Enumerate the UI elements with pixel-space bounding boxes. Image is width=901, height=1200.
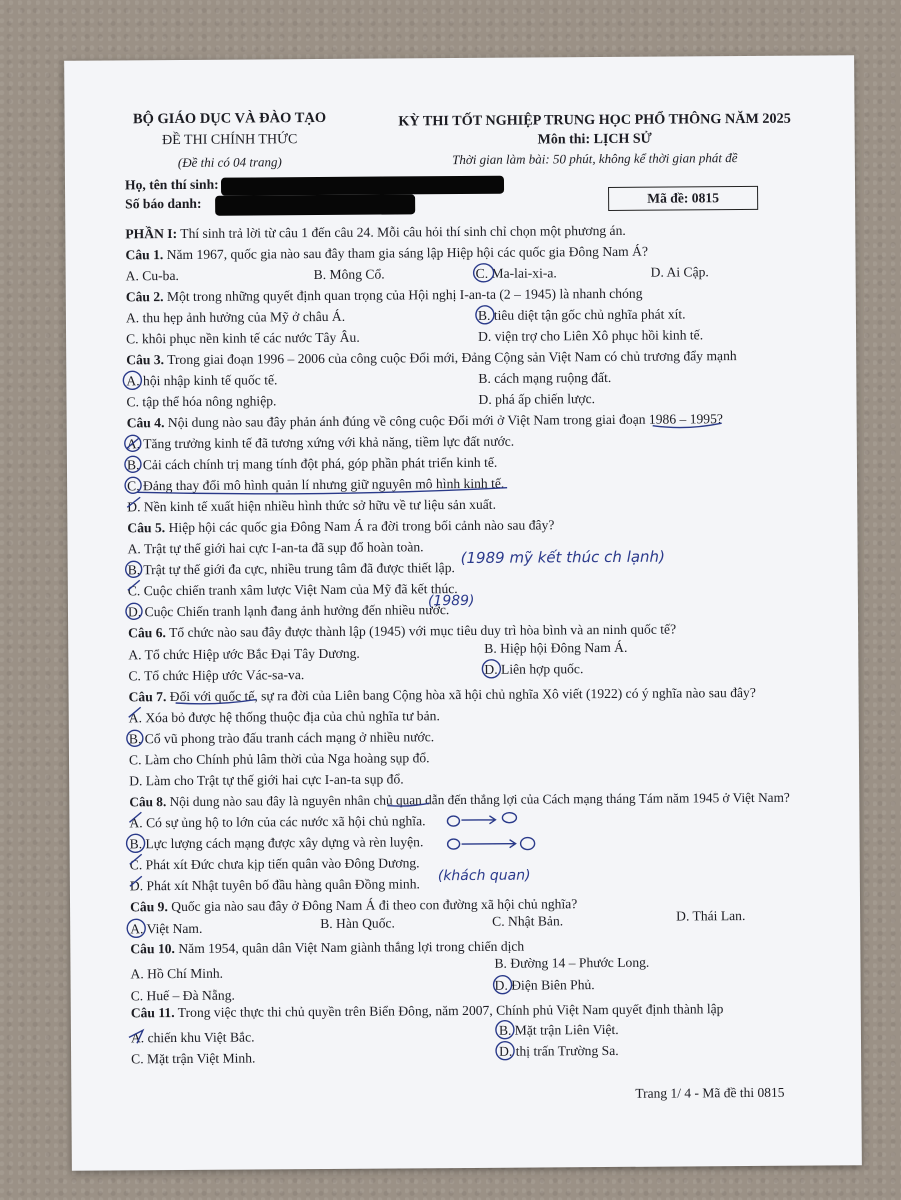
q3-option-b: B. cách mạng ruộng đất. — [478, 369, 612, 386]
question-text: Hiệp hội các quốc gia Đông Nam Á ra đời trong bối cảnh nào sau đây? — [165, 517, 555, 536]
q10-option-b: B. Đường 14 – Phước Long. — [494, 954, 650, 971]
q11-option-c: C. Mặt trận Việt Minh. — [131, 1050, 256, 1067]
q9-option-b: B. Hàn Quốc. — [320, 915, 395, 932]
redacted-id — [215, 194, 415, 215]
time-note: Thời gian làm bài: 50 phút, không kể thời gian phát đề — [452, 150, 738, 168]
doodle-circle — [521, 838, 535, 850]
question-text: Nội dung nào sau đây phản ánh đúng về công cuộc Đổi mới ở Việt Nam trong giai đoạn 1986 – 1995? — [164, 411, 723, 431]
question-text: Đối với quốc tế, sự ra đời của Liên bang Cộng hòa xã hội chủ nghĩa Xô viết (1922) có ý nghĩa nào sau đây? — [166, 684, 756, 705]
q5-option-b: B. Trật tự thế giới đa cực, nhiều trung tâm đã được thiết lập. — [127, 560, 455, 578]
q1-option-d: D. Ai Cập. — [650, 264, 709, 280]
question-4 — [127, 412, 723, 430]
question-1 — [125, 245, 648, 262]
exam-page — [64, 55, 862, 1170]
q4-option-c: C. Đảng thay đổi mô hình quản lí nhưng giữ nguyên mô hình kinh tế. — [127, 475, 505, 494]
handwritten-note-q5b: (1989 mỹ kết thúc ch lạnh) — [460, 547, 665, 568]
question-number: Câu 5. — [127, 520, 166, 536]
question-text: Trong giai đoạn 1996 – 2006 của công cuộc Đổi mới, Đảng Cộng sản Việt Nam có chủ trương đẩy mạnh — [163, 348, 737, 368]
question-number: Câu 4. — [126, 415, 165, 431]
candidate-id-label: Số báo danh: — [125, 195, 202, 212]
q9-option-c: C. Nhật Bản. — [492, 913, 564, 929]
candidate-name-label: Họ, tên thí sinh: — [124, 176, 219, 193]
doodle-circle — [448, 839, 460, 849]
q8-option-d: D. Phát xít Nhật tuyên bố đầu hàng quân Đồng minh. — [129, 876, 420, 894]
doodle-arrow — [462, 840, 516, 848]
question-9 — [130, 897, 577, 914]
q11-option-b: B. Mặt trận Liên Việt. — [498, 1021, 619, 1038]
q3-option-d: D. phá ấp chiến lược. — [478, 391, 596, 407]
q2-option-c: C. khôi phục nền kinh tế các nước Tây Âu. — [126, 329, 360, 347]
q6-option-a: A. Tổ chức Hiệp ước Bắc Đại Tây Dương. — [128, 645, 360, 663]
q4-option-b: B. Cải cách chính trị mang tính đột phá, góp phần phát triển kinh tế. — [126, 454, 498, 473]
q11-option-d: D. thị trấn Trường Sa. — [499, 1042, 619, 1059]
q7-option-a: A. Xóa bỏ được hệ thống thuộc địa của chủ nghĩa tư bản. — [128, 708, 440, 726]
question-number: Câu 2. — [125, 289, 164, 305]
doodle-arrow — [461, 816, 495, 824]
question-6 — [128, 623, 676, 640]
q8-option-a: A. Có sự ủng hộ to lớn của các nước xã hội chủ nghĩa. — [129, 813, 426, 831]
q5-option-d: D. Cuộc Chiến tranh lạnh đang ảnh hưởng đến nhiều nước. — [127, 602, 450, 620]
q5-option-c: C. Cuộc chiến tranh xâm lược Việt Nam của Mỹ đã kết thúc. — [127, 581, 458, 599]
q4-option-a: A. Tăng trưởng kinh tế đã tương xứng với khả năng, tiềm lực đất nước. — [126, 433, 515, 452]
official-exam-label: ĐỀ THI CHÍNH THỨC — [162, 132, 298, 149]
q9-option-a: A. Việt Nam. — [130, 920, 203, 937]
q7-option-c: C. Làm cho Chính phủ lâm thời của Nga hoàng sụp đổ. — [128, 750, 430, 768]
question-text: Năm 1967, quốc gia nào sau đây tham gia sáng lập Hiệp hội các quốc gia Đông Nam Á? — [163, 243, 649, 263]
q8-option-c: C. Phát xít Đức chưa kịp tiến quân vào Đông Dương. — [129, 855, 420, 873]
ministry-name: BỘ GIÁO DỤC VÀ ĐÀO TẠO — [132, 109, 327, 128]
question-5 — [127, 518, 554, 535]
question-number: Câu 11. — [130, 1005, 175, 1021]
q10-option-a: A. Hồ Chí Minh. — [130, 965, 224, 982]
q3-option-a: A. hội nhập kinh tế quốc tế. — [126, 372, 278, 389]
q2-option-b: B. tiêu diệt tận gốc chủ nghĩa phát xít. — [477, 306, 686, 323]
question-text: Quốc gia nào sau đây ở Đông Nam Á đi theo con đường xã hội chủ nghĩa? — [167, 896, 578, 915]
exam-code-box — [608, 186, 758, 211]
question-2 — [126, 287, 643, 304]
question-number: Câu 7. — [128, 689, 167, 705]
q1-option-b: B. Mông Cổ. — [313, 266, 385, 283]
question-text: Một trong những quyết định quan trọng của Hội nghị I-an-ta (2 – 1945) là nhanh chóng — [163, 285, 643, 305]
q5-option-a: A. Trật tự thế giới hai cực I-an-ta đã sụp đổ hoàn toàn. — [127, 539, 424, 557]
q2-option-a: A. thu hẹp ảnh hưởng của Mỹ ở châu Á. — [125, 308, 346, 326]
question-10 — [130, 940, 524, 956]
question-text: Tổ chức nào sau đây được thành lập (1945) với mục tiêu duy trì hòa bình và an ninh quốc tế? — [165, 621, 677, 641]
q2-option-d: D. viện trợ cho Liên Xô phục hồi kinh tế. — [478, 327, 704, 344]
part1-text: Thí sinh trả lời từ câu 1 đến câu 24. Mỗi câu hỏi thí sinh chỉ chọn một phương án. — [177, 222, 626, 241]
question-number: Câu 1. — [125, 247, 164, 263]
q6-option-b: B. Hiệp hội Đông Nam Á. — [484, 639, 628, 656]
question-11 — [131, 1002, 724, 1020]
q6-option-d: D. Liên hợp quốc. — [484, 661, 584, 677]
redacted-name — [221, 176, 504, 196]
q7-option-d: D. Làm cho Trật tự thế giới hai cực I-an-ta sụp đổ. — [129, 771, 404, 789]
exam-code: Mã đề: 0815 — [647, 190, 720, 206]
part1-label: PHẦN I: — [125, 225, 178, 242]
question-text: Nội dung nào sau đây là nguyên nhân chủ quan dẫn đến thắng lợi của Cách mạng tháng Tám năm 1945 ở Việt Nam? — [166, 789, 790, 810]
pages-note: (Đề thi có 04 trang) — [177, 154, 282, 170]
question-number: Câu 8. — [129, 794, 167, 810]
question-number: Câu 9. — [129, 899, 168, 915]
q10-option-c: C. Huế – Đà Nẵng. — [130, 987, 235, 1004]
question-7 — [129, 686, 756, 704]
question-number: Câu 10. — [130, 941, 175, 957]
subject: Môn thi: LỊCH SỬ — [537, 131, 652, 148]
q7-option-b: B. Cổ vũ phong trào đấu tranh cách mạng ở nhiều nước. — [128, 729, 435, 747]
question-3 — [126, 349, 737, 367]
q8-option-b: B. Lực lượng cách mạng được xây dựng và rèn luyện. — [129, 834, 424, 852]
q1-option-a: A. Cu-ba. — [125, 267, 179, 284]
q9-option-d: D. Thái Lan. — [676, 908, 746, 924]
question-number: Câu 6. — [128, 625, 166, 641]
part1-instruction — [125, 224, 626, 241]
doodle-circle — [447, 816, 459, 826]
question-text: Trong việc thực thi chủ quyền trên Biển Đông, năm 2007, Chính phủ Việt Nam quyết định thành lập — [174, 1001, 724, 1021]
exam-title: KỲ THI TỐT NGHIỆP TRUNG HỌC PHỔ THÔNG NĂM 2025 — [398, 110, 791, 130]
question-text: Năm 1954, quân dân Việt Nam giành thắng lợi trong chiến dịch — [174, 938, 525, 957]
doodle-circle — [502, 813, 516, 823]
question-number: Câu 3. — [126, 352, 165, 368]
q11-option-a: A. chiến khu Việt Bắc. — [130, 1029, 255, 1046]
handwritten-note-q8d: (khách quan) — [437, 867, 531, 885]
q3-option-c: C. tập thể hóa nông nghiệp. — [126, 393, 277, 410]
q6-option-c: C. Tổ chức Hiệp ước Vác-sa-va. — [128, 667, 305, 684]
q1-option-c: C. Ma-lai-xi-a. — [475, 265, 557, 281]
handwritten-note-q5d: (1989) — [427, 592, 475, 610]
q4-option-d: D. Nền kinh tế xuất hiện nhiều hình thức sở hữu về tư liệu sản xuất. — [127, 496, 496, 515]
question-8 — [129, 791, 790, 809]
q10-option-d: D. Điện Biên Phủ. — [494, 977, 595, 993]
page-footer: Trang 1/ 4 - Mã đề thi 0815 — [635, 1084, 785, 1101]
